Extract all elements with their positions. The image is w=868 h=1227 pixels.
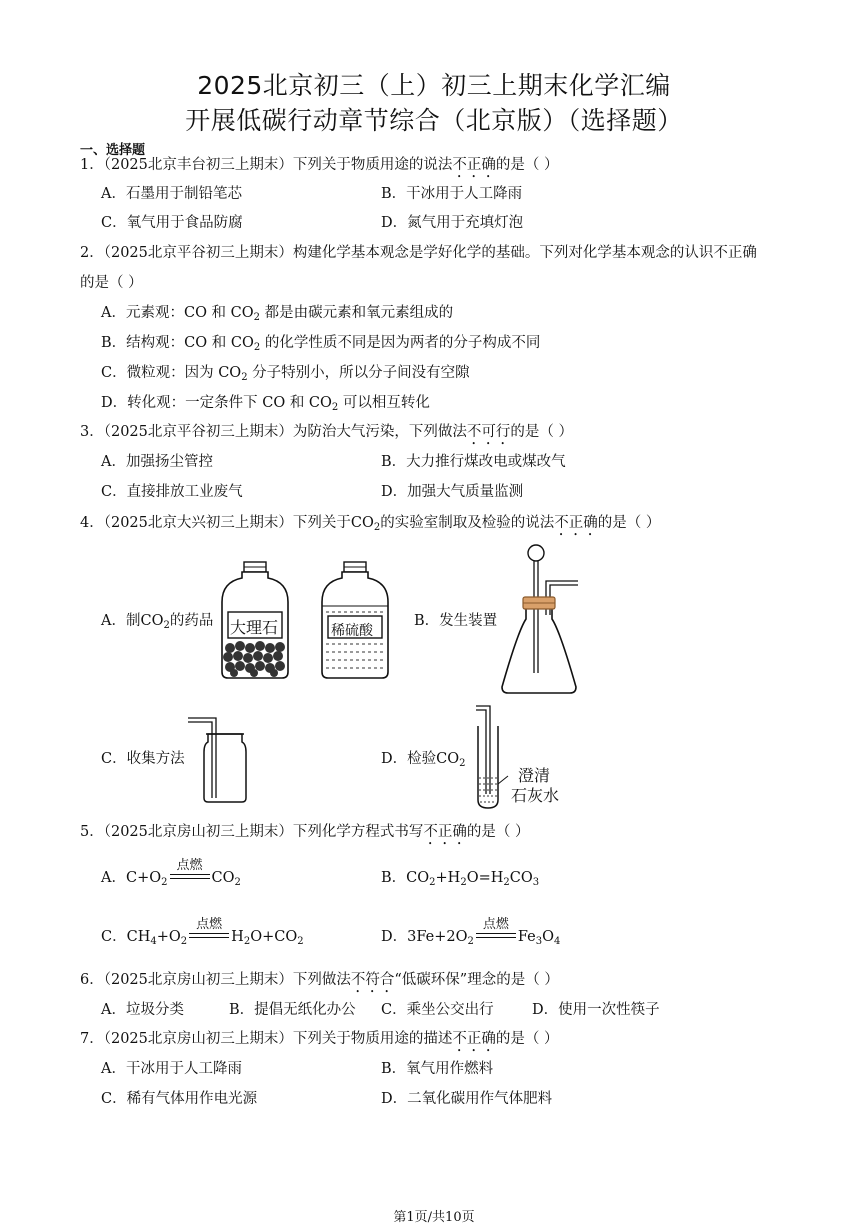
acid-bottle-label: 稀硫酸 [331, 623, 373, 639]
equation-d: $3Fe+2O_2$ 点燃 $Fe_3O_4$ [407, 917, 561, 947]
question-5-stem: 5．（2025北京房山初三上期末）下列化学方程式书写不正确的是（ ） [80, 824, 530, 840]
question-7-stem: 7．（2025北京房山初三上期末）下列关于物质用途的描述不正确的是（ ） [80, 1031, 559, 1047]
question-6-option-b[interactable]: B．提倡无纸化办公 [229, 1002, 356, 1018]
emphasis-text: 不符合 [350, 972, 395, 988]
question-2-option-d[interactable]: D．转化观：一定条件下 CO 和 $CO_2$ 可以相互转化 [101, 395, 430, 413]
question-6-stem: 6．（2025北京房山初三上期末）下列做法不符合“低碳环保”理念的是（ ） [80, 972, 559, 988]
question-3-option-a[interactable]: A．加强扬尘管控 [101, 454, 213, 470]
emphasis-text: 不正确 [452, 157, 496, 173]
question-6-option-d[interactable]: D．使用一次性筷子 [532, 1002, 660, 1018]
question-3-option-d[interactable]: D．加强大气质量监测 [381, 484, 524, 500]
emphasis-text: 不可行 [466, 424, 511, 440]
question-2-stem-line2: 的是（ ） [80, 275, 143, 291]
gas-generator-apparatus [498, 541, 588, 697]
question-3-stem: 3．（2025北京平谷初三上期末）为防治大气污染，下列做法不可行的是（ ） [80, 424, 573, 440]
question-4-option-b[interactable]: B．发生装置 [414, 613, 498, 629]
limewater-label-line2: 石灰水 [511, 786, 560, 805]
question-1-option-d[interactable]: D．氮气用于充填灯泡 [381, 215, 524, 231]
page-footer: 第1页/共10页 [393, 1210, 475, 1225]
emphasis-text: 不正确 [423, 824, 467, 840]
question-5-option-c[interactable]: C．$CH_4+O_2$ 点燃 $H_2O+CO_2$ [101, 917, 304, 947]
question-5-option-a[interactable]: A．$C+O_2$ 点燃 $CO_2$ [101, 858, 241, 888]
question-3-option-b[interactable]: B．大力推行煤改电或煤改气 [381, 454, 566, 470]
question-7-option-b[interactable]: B．氧气用作燃料 [381, 1061, 494, 1077]
question-1-option-b[interactable]: B．干冰用于人工降雨 [381, 186, 523, 202]
document-subtitle: 开展低碳行动章节综合（北京版）（选择题） [185, 106, 683, 135]
question-2-option-a[interactable]: A．元素观：CO 和 $CO_2$ 都是由碳元素和氧元素组成的 [101, 305, 454, 323]
question-7-option-c[interactable]: C．稀有气体用作电光源 [101, 1091, 258, 1107]
question-4-stem: 4．（2025北京大兴初三上期末）下列关于$CO_2$的实验室制取及检验的说法不正确的是（ ） [80, 515, 661, 533]
question-6-option-a[interactable]: A．垃圾分类 [101, 1002, 184, 1018]
acid-reagent-bottle [318, 560, 392, 680]
question-5-option-b[interactable]: B．$CO_2+H_2O=H_2CO_3$ [381, 870, 540, 888]
gas-collection-bottle [186, 712, 252, 804]
question-2-stem-line1: 2．（2025北京平谷初三上期末）构建化学基本观念是学好化学的基础。下列对化学基本观念的认识不正确 [80, 245, 757, 261]
reaction-condition: 点燃 [168, 868, 212, 888]
question-1-stem: 1．（2025北京丰台初三上期末）下列关于物质用途的说法不正确的是（ ） [80, 157, 559, 173]
question-7-option-d[interactable]: D．二氧化碳用作气体肥料 [381, 1091, 553, 1107]
question-1-option-c[interactable]: C．氧气用于食品防腐 [101, 215, 243, 231]
emphasis-text: 不正确 [554, 515, 598, 531]
question-5-option-d[interactable]: D．$3Fe+2O_2$ 点燃 $Fe_3O_4$ [381, 917, 561, 947]
question-2-option-b[interactable]: B．结构观：CO 和 $CO_2$ 的化学性质不同是因为两者的分子构成不同 [101, 335, 541, 353]
question-4-option-d[interactable]: D．检验$CO_2$ [381, 751, 466, 769]
question-4-option-a[interactable]: A．制$CO_2$的药品 [101, 613, 214, 631]
emphasis-text: 不正确 [452, 1031, 496, 1047]
question-1-option-a[interactable]: A．石墨用于制铅笔芯 [101, 186, 242, 202]
marble-bottle-label: 大理石 [230, 618, 279, 637]
question-3-option-c[interactable]: C．直接排放工业废气 [101, 484, 243, 500]
question-7-option-a[interactable]: A．干冰用于人工降雨 [101, 1061, 242, 1077]
question-4-option-c[interactable]: C．收集方法 [101, 751, 185, 767]
equation-c: $CH_4+O_2$ 点燃 $H_2O+CO_2$ [126, 917, 304, 947]
question-2-option-c[interactable]: C．微粒观：因为 $CO_2$ 分子特别小，所以分子间没有空隙 [101, 365, 470, 383]
document-title: 2025北京初三（上）初三上期末化学汇编 [197, 71, 671, 100]
limewater-test-tube [466, 704, 510, 812]
equation-b: $CO_2+H_2O=H_2CO_3$ [406, 870, 540, 888]
reaction-condition: 点燃 [187, 927, 231, 947]
equation-a: $C+O_2$ 点燃 $CO_2$ [125, 858, 241, 888]
reaction-condition: 点燃 [474, 927, 518, 947]
limewater-label-line1: 澄清 [518, 766, 551, 785]
question-6-option-c[interactable]: C．乘坐公交出行 [381, 1002, 494, 1018]
section-heading: 一、选择题 [80, 143, 146, 158]
